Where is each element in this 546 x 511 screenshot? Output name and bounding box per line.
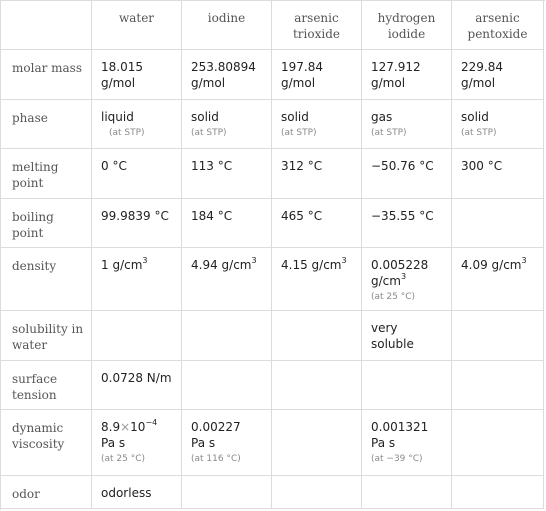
- row-header-boiling-point: boiling point: [1, 199, 92, 248]
- density-hydrogen-iodide: [362, 248, 452, 311]
- density-unit-exponent: 3: [400, 272, 407, 281]
- surface-tension-hydrogen-iodide: [362, 361, 452, 410]
- density-value: 1: [101, 258, 109, 272]
- viscosity-unit: Pa s: [371, 436, 396, 450]
- column-header-arsenic-trioxide: arsenic trioxide: [272, 1, 362, 50]
- molar-mass-arsenic-pentoxide: 229.84 g/mol: [452, 50, 544, 100]
- viscosity-hydrogen-iodide: [362, 410, 452, 476]
- phase-value: solid: [461, 110, 489, 124]
- phase-arsenic-trioxide: [272, 100, 362, 149]
- density-value: 4.15: [281, 258, 308, 272]
- viscosity-base: 10: [130, 420, 146, 434]
- solubility-arsenic-trioxide: [272, 311, 362, 361]
- phase-note: (at STP): [461, 128, 497, 138]
- density-unit-exponent: 3: [251, 256, 257, 265]
- viscosity-value: 0.001321: [371, 420, 429, 434]
- odor-water: odorless: [92, 476, 182, 509]
- solubility-hydrogen-iodide: very soluble: [362, 311, 452, 361]
- phase-note: (at STP): [191, 128, 227, 138]
- density-arsenic-trioxide: [272, 248, 362, 311]
- phase-value: solid: [191, 110, 219, 124]
- viscosity-value: 0.00227: [191, 420, 241, 434]
- odor-arsenic-trioxide: [272, 476, 362, 509]
- phase-value: solid: [281, 110, 309, 124]
- density-value: 4.09: [461, 258, 488, 272]
- surface-tension-arsenic-pentoxide: [452, 361, 544, 410]
- row-header-molar-mass: molar mass: [1, 50, 92, 100]
- surface-tension-iodine: [182, 361, 272, 410]
- phase-iodine: [182, 100, 272, 149]
- density-water: [92, 248, 182, 311]
- density-unit-exponent: 3: [521, 256, 527, 265]
- viscosity-iodine: [182, 410, 272, 476]
- row-header-solubility: solubility in water: [1, 311, 92, 361]
- density-note: (at 25 °C): [371, 292, 416, 302]
- melting-point-arsenic-trioxide: 312 °C: [272, 149, 362, 199]
- density-unit: g/cm: [221, 258, 252, 272]
- density-unit: g/cm: [491, 258, 522, 272]
- phase-note: (at STP): [109, 128, 145, 138]
- viscosity-unit: Pa s: [191, 436, 216, 450]
- viscosity-exponent: −4: [145, 418, 158, 427]
- odor-hydrogen-iodide: [362, 476, 452, 509]
- boiling-point-iodine: 184 °C: [182, 199, 272, 248]
- solubility-arsenic-pentoxide: [452, 311, 544, 361]
- phase-note: (at STP): [281, 128, 317, 138]
- phase-arsenic-pentoxide: [452, 100, 544, 149]
- melting-point-water: 0 °C: [92, 149, 182, 199]
- density-unit-exponent: 3: [341, 256, 347, 265]
- phase-hydrogen-iodide: [362, 100, 452, 149]
- row-header-density: density: [1, 248, 92, 311]
- density-iodine: [182, 248, 272, 311]
- viscosity-mantissa: 8.9: [101, 420, 121, 434]
- column-header-hydrogen-iodide: hydrogen iodide: [362, 1, 452, 50]
- odor-arsenic-pentoxide: [452, 476, 544, 509]
- corner-cell: [1, 1, 92, 50]
- boiling-point-arsenic-pentoxide: [452, 199, 544, 248]
- viscosity-arsenic-pentoxide: [452, 410, 544, 476]
- solubility-water: [92, 311, 182, 361]
- viscosity-water: [92, 410, 182, 476]
- phase-water: [92, 100, 182, 149]
- density-unit: g/cm: [112, 258, 143, 272]
- density-unit: g/cm: [311, 258, 342, 272]
- density-value: 0.005228: [371, 258, 429, 272]
- boiling-point-arsenic-trioxide: 465 °C: [272, 199, 362, 248]
- row-header-phase: phase: [1, 100, 92, 149]
- boiling-point-water: 99.9839 °C: [92, 199, 182, 248]
- molar-mass-hydrogen-iodide: 127.912 g/mol: [362, 50, 452, 100]
- density-arsenic-pentoxide: [452, 248, 544, 311]
- row-header-melting-point: melting point: [1, 149, 92, 199]
- row-header-dynamic-viscosity: dynamic viscosity: [1, 410, 92, 476]
- molar-mass-arsenic-trioxide: 197.84 g/mol: [272, 50, 362, 100]
- viscosity-note: (at 116 °C): [191, 454, 241, 464]
- viscosity-note: (at −39 °C): [371, 454, 423, 464]
- molar-mass-water: 18.015 g/mol: [92, 50, 182, 100]
- surface-tension-water: 0.0728 N/m: [92, 361, 182, 410]
- viscosity-note: (at 25 °C): [101, 454, 146, 464]
- times-sign: ×: [120, 420, 131, 434]
- phase-value: liquid: [101, 110, 134, 124]
- melting-point-arsenic-pentoxide: 300 °C: [452, 149, 544, 199]
- solubility-iodine: [182, 311, 272, 361]
- density-unit-exponent: 3: [142, 256, 148, 265]
- column-header-water: water: [92, 1, 182, 50]
- melting-point-iodine: 113 °C: [182, 149, 272, 199]
- boiling-point-hydrogen-iodide: −35.55 °C: [362, 199, 452, 248]
- density-value: 4.94: [191, 258, 218, 272]
- viscosity-arsenic-trioxide: [272, 410, 362, 476]
- molar-mass-iodine: 253.80894 g/mol: [182, 50, 272, 100]
- viscosity-unit: Pa s: [101, 436, 126, 450]
- phase-value: gas: [371, 110, 393, 124]
- row-header-surface-tension: surface tension: [1, 361, 92, 410]
- column-header-arsenic-pentoxide: arsenic pentoxide: [452, 1, 544, 50]
- column-header-iodine: iodine: [182, 1, 272, 50]
- row-header-odor: odor: [1, 476, 92, 509]
- surface-tension-arsenic-trioxide: [272, 361, 362, 410]
- density-unit: g/cm: [371, 274, 401, 288]
- odor-iodine: [182, 476, 272, 509]
- melting-point-hydrogen-iodide: −50.76 °C: [362, 149, 452, 199]
- phase-note: (at STP): [371, 128, 407, 138]
